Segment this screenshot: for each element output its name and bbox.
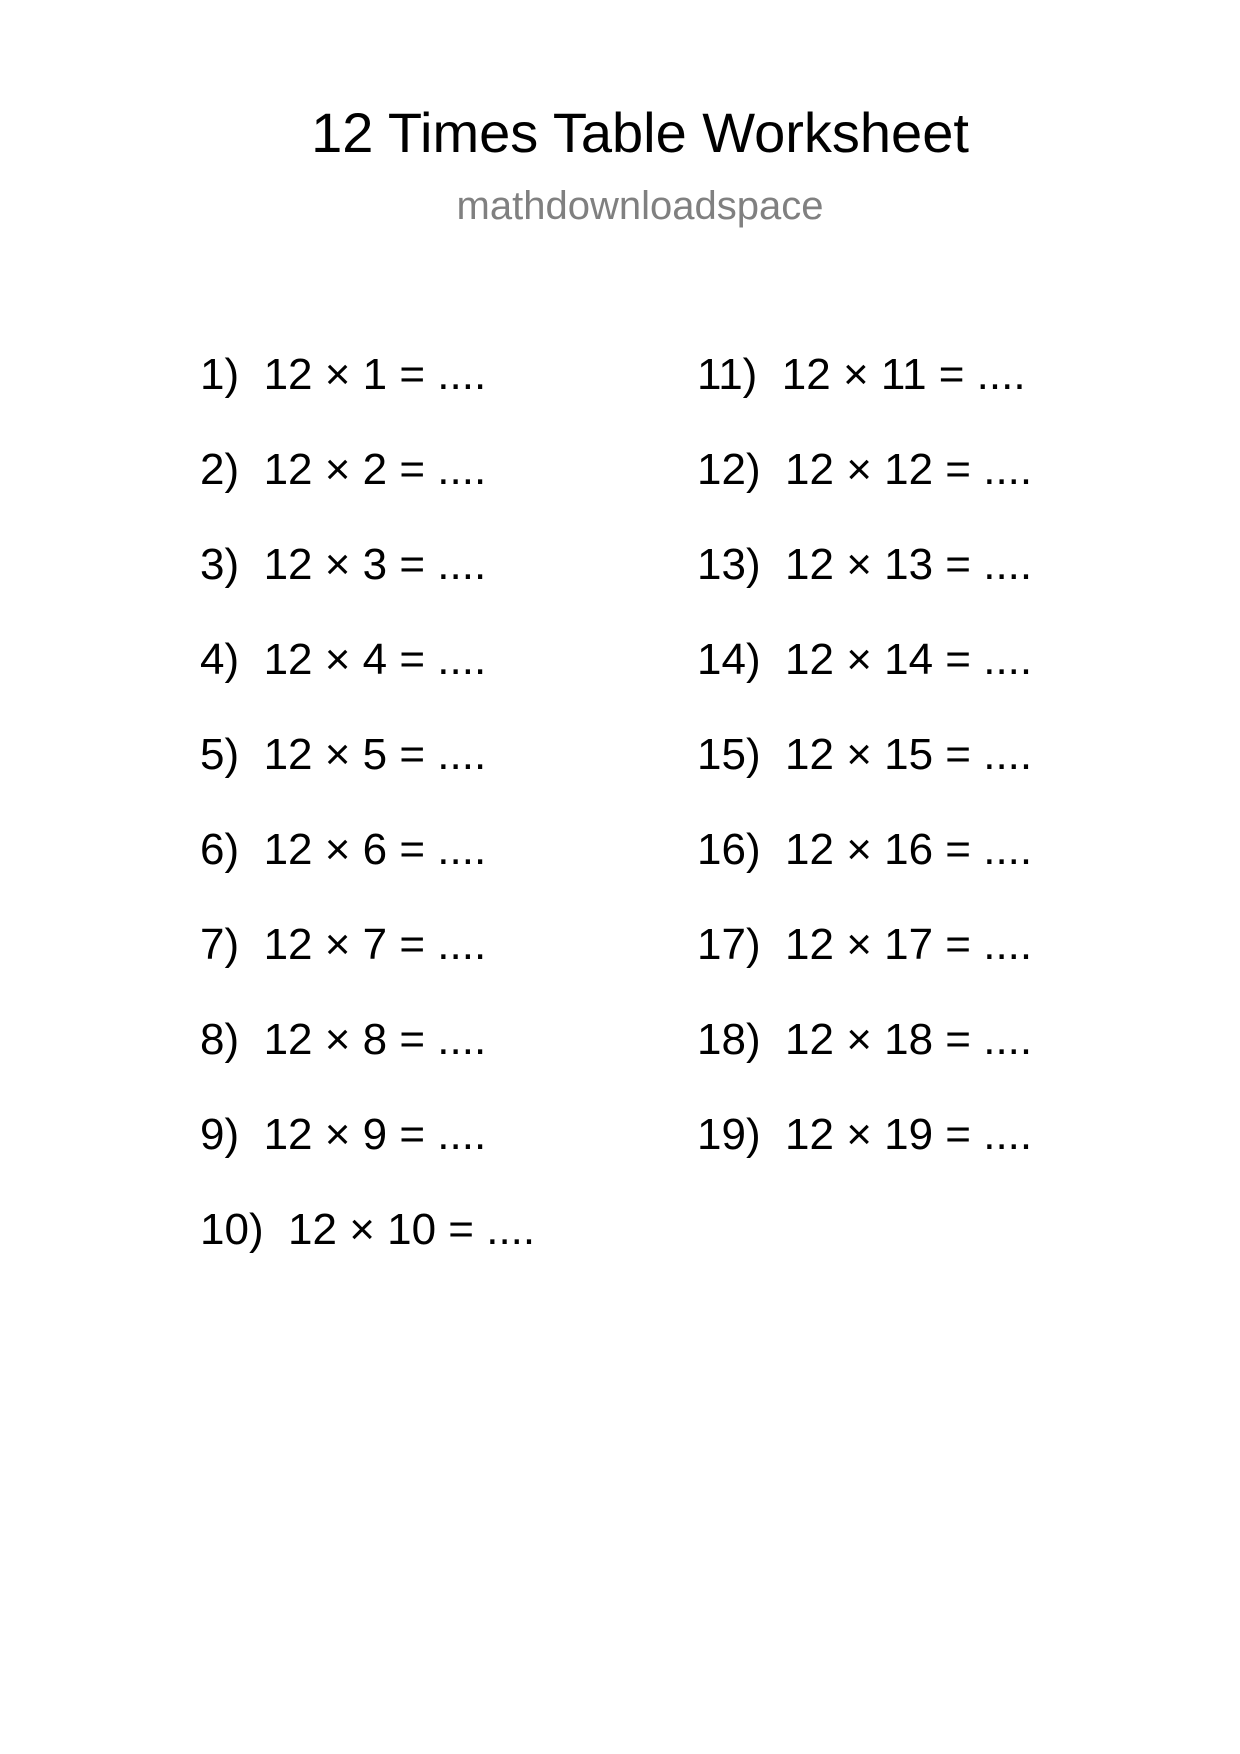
page-subtitle: mathdownloadspace xyxy=(456,184,824,228)
problem-8: 8) 12 × 8 = .... xyxy=(200,1015,487,1064)
problem-4: 4) 12 × 4 = .... xyxy=(200,635,487,684)
problem-18: 18) 12 × 18 = .... xyxy=(697,1015,1033,1064)
problem-19: 19) 12 × 19 = .... xyxy=(697,1110,1033,1159)
problem-11: 11) 12 × 11 = .... xyxy=(697,350,1026,399)
problem-13: 13) 12 × 13 = .... xyxy=(697,540,1033,589)
problem-14: 14) 12 × 14 = .... xyxy=(697,635,1033,684)
problem-3: 3) 12 × 3 = .... xyxy=(200,540,487,589)
page-title: 12 Times Table Worksheet xyxy=(311,101,969,164)
problem-2: 2) 12 × 2 = .... xyxy=(200,445,487,494)
problem-column-right xyxy=(697,345,1032,1200)
problem-column-left xyxy=(200,345,535,1295)
problem-1: 1) 12 × 1 = .... xyxy=(200,350,487,399)
problem-7: 7) 12 × 7 = .... xyxy=(200,920,487,969)
problem-6: 6) 12 × 6 = .... xyxy=(200,825,487,874)
problem-12: 12) 12 × 12 = .... xyxy=(697,445,1033,494)
problem-15: 15) 12 × 15 = .... xyxy=(697,730,1033,779)
problem-9: 9) 12 × 9 = .... xyxy=(200,1110,487,1159)
problem-16: 16) 12 × 16 = .... xyxy=(697,825,1033,874)
problem-17: 17) 12 × 17 = .... xyxy=(697,920,1033,969)
problem-10: 10) 12 × 10 = .... xyxy=(200,1205,536,1254)
problem-5: 5) 12 × 5 = .... xyxy=(200,730,487,779)
